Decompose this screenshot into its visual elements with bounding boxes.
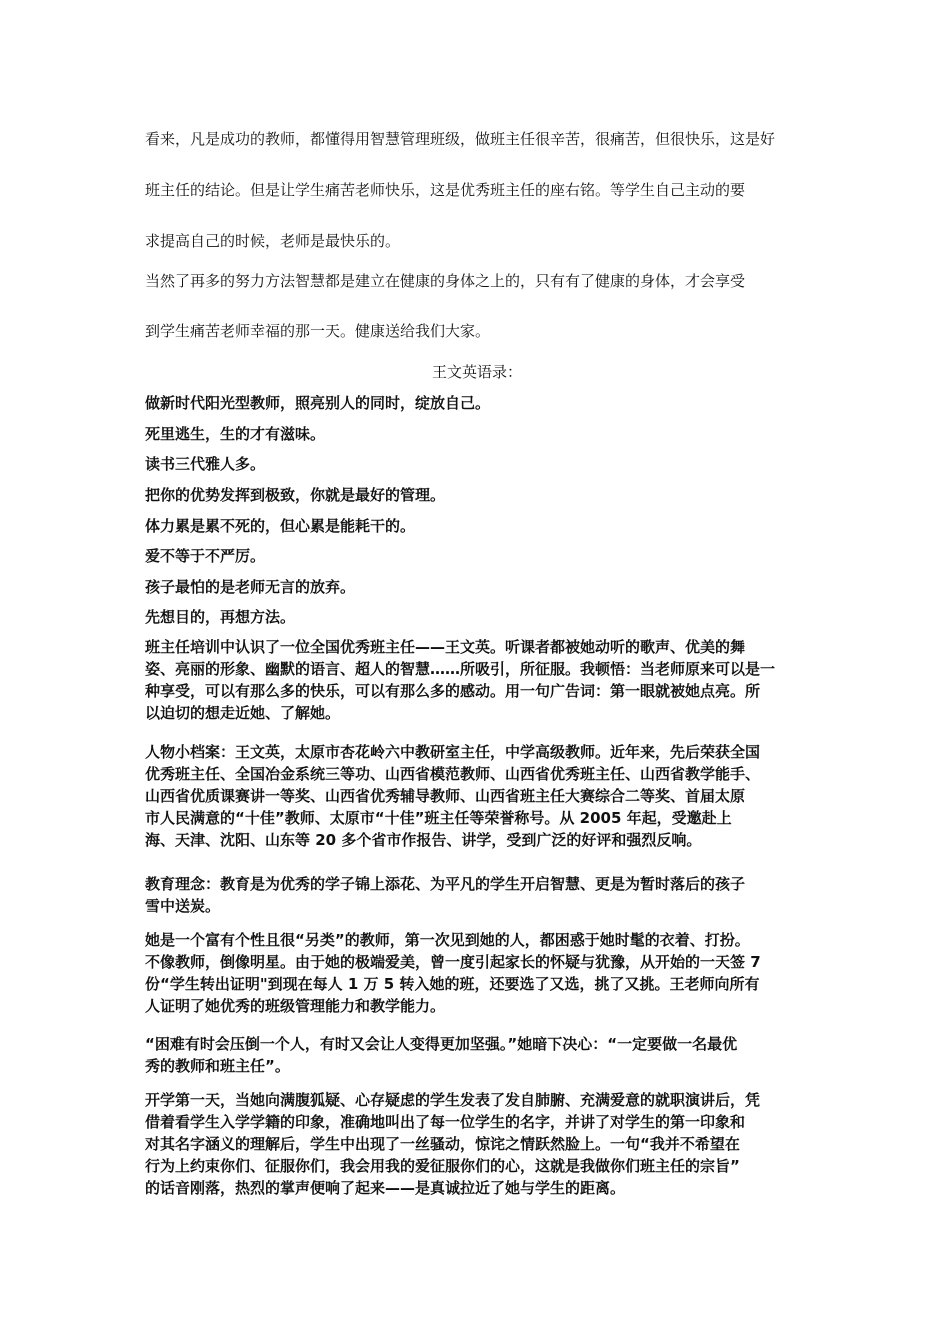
paragraph-line: 姿、亮丽的形象、幽默的语言、超人的智慧……所吸引，所征服。我顿悟：当老师原来可以是一 — [145, 660, 776, 678]
paragraph-line: 人证明了她优秀的班级管理能力和教学能力。 — [145, 997, 446, 1015]
paragraph-line: 她是一个富有个性且很“另类”的教师，第一次见到她的人，都困惑于她时髦的衣着、打扮。 — [145, 931, 750, 949]
paragraph-first-day — [145, 1089, 809, 1199]
intro-line-4: 当然了再多的努力方法智慧都是建立在健康的身体之上的，只有有了健康的身体，才会享受 — [145, 272, 746, 290]
paragraph-profile — [145, 741, 809, 851]
paragraph-line: 行为上约束你们、征服你们，我会用我的爱征服你们的心，这就是我做你们班主任的宗旨” — [145, 1157, 740, 1175]
paragraph-line: 种享受，可以有那么多的快乐，可以有那么多的感动。用一句广告词：第一眼就被她点亮。所 — [145, 682, 761, 700]
section-title: 王文英语录： — [431, 363, 522, 381]
paragraph-line: 不像教师，倒像明星。由于她的极端爱美，曾一度引起家长的怀疑与犹豫，从开始的一天签 7 — [145, 953, 761, 971]
paragraph-line: 借着看学生入学学籍的印象，准确地叫出了每一位学生的名字，并讲了对学生的第一印象和 — [145, 1113, 746, 1131]
paragraph-line: 开学第一天，当她向满腹狐疑、心存疑虑的学生发表了发自肺腑、充满爱意的就职演讲后，凭 — [145, 1091, 761, 1109]
paragraph-line: 以迫切的想走近她、了解她。 — [145, 704, 341, 722]
quote-4: 把你的优势发挥到极致，你就是最好的管理。 — [145, 486, 446, 504]
intro-line-2: 班主任的结论。但是让学生痛苦老师快乐，这是优秀班主任的座右铭。等学生自己主动的要 — [145, 181, 746, 199]
paragraph-line: 海、天津、沈阳、山东等 20 多个省市作报告、讲学，受到广泛的好评和强烈反响。 — [145, 831, 702, 849]
quote-8: 先想目的，再想方法。 — [145, 608, 296, 626]
paragraph-line: 雪中送炭。 — [145, 897, 221, 915]
quote-2: 死里逃生，生的才有滋味。 — [145, 425, 326, 443]
paragraph-personality — [145, 929, 809, 1017]
paragraph-determination — [145, 1033, 809, 1077]
paragraph-line: 人物小档案：王文英，太原市杏花岭六中教研室主任，中学高级教师。近年来，先后荣获全国 — [145, 743, 761, 761]
paragraph-line: 份“学生转出证明"到现在每人 1 万 5 转入她的班，还要选了又选，挑了又挑。王老师向所有 — [145, 975, 760, 993]
quote-5: 体力累是累不死的，但心累是能耗干的。 — [145, 517, 416, 535]
paragraph-philosophy — [145, 873, 809, 917]
paragraph-line: 的话音刚落，热烈的掌声便响了起来——是真诚拉近了她与学生的距离。 — [145, 1179, 626, 1197]
quote-6: 爱不等于不严厉。 — [145, 547, 266, 565]
paragraph-line: 市人民满意的“十佳”教师、太原市“十佳”班主任等荣誉称号。从 2005 年起，受邀赴上 — [145, 809, 732, 827]
intro-line-5: 到学生痛苦老师幸福的那一天。健康送给我们大家。 — [145, 322, 491, 340]
quote-3: 读书三代雅人多。 — [145, 455, 266, 473]
paragraph-line: 班主任培训中认识了一位全国优秀班主任——王文英。听课者都被她动听的歌声、优美的舞 — [145, 638, 746, 656]
intro-line-3: 求提高自己的时候，老师是最快乐的。 — [145, 232, 401, 250]
paragraph-intro-meeting — [145, 636, 809, 724]
paragraph-line: 秀的教师和班主任”。 — [145, 1057, 290, 1075]
paragraph-line: “困难有时会压倒一个人，有时又会让人变得更加坚强。”她暗下决心：“一定要做一名最优 — [145, 1035, 738, 1053]
paragraph-line: 优秀班主任、全国冶金系统三等功、山西省模范教师、山西省优秀班主任、山西省教学能手、 — [145, 765, 761, 783]
intro-line-1: 看来，凡是成功的教师，都懂得用智慧管理班级，做班主任很辛苦，很痛苦，但很快乐，这是好 — [145, 130, 776, 148]
paragraph-line: 对其名字涵义的理解后，学生中出现了一丝骚动，惊诧之情跃然脸上。一句“我并不希望在 — [145, 1135, 740, 1153]
paragraph-line: 山西省优质课赛讲一等奖、山西省优秀辅导教师、山西省班主任大赛综合二等奖、首届太原 — [145, 787, 746, 805]
quote-7: 孩子最怕的是老师无言的放弃。 — [145, 578, 356, 596]
quote-1: 做新时代阳光型教师，照亮别人的同时，绽放自己。 — [145, 394, 491, 412]
paragraph-line: 教育理念：教育是为优秀的学子锦上添花、为平凡的学生开启智慧、更是为暂时落后的孩子 — [145, 875, 746, 893]
